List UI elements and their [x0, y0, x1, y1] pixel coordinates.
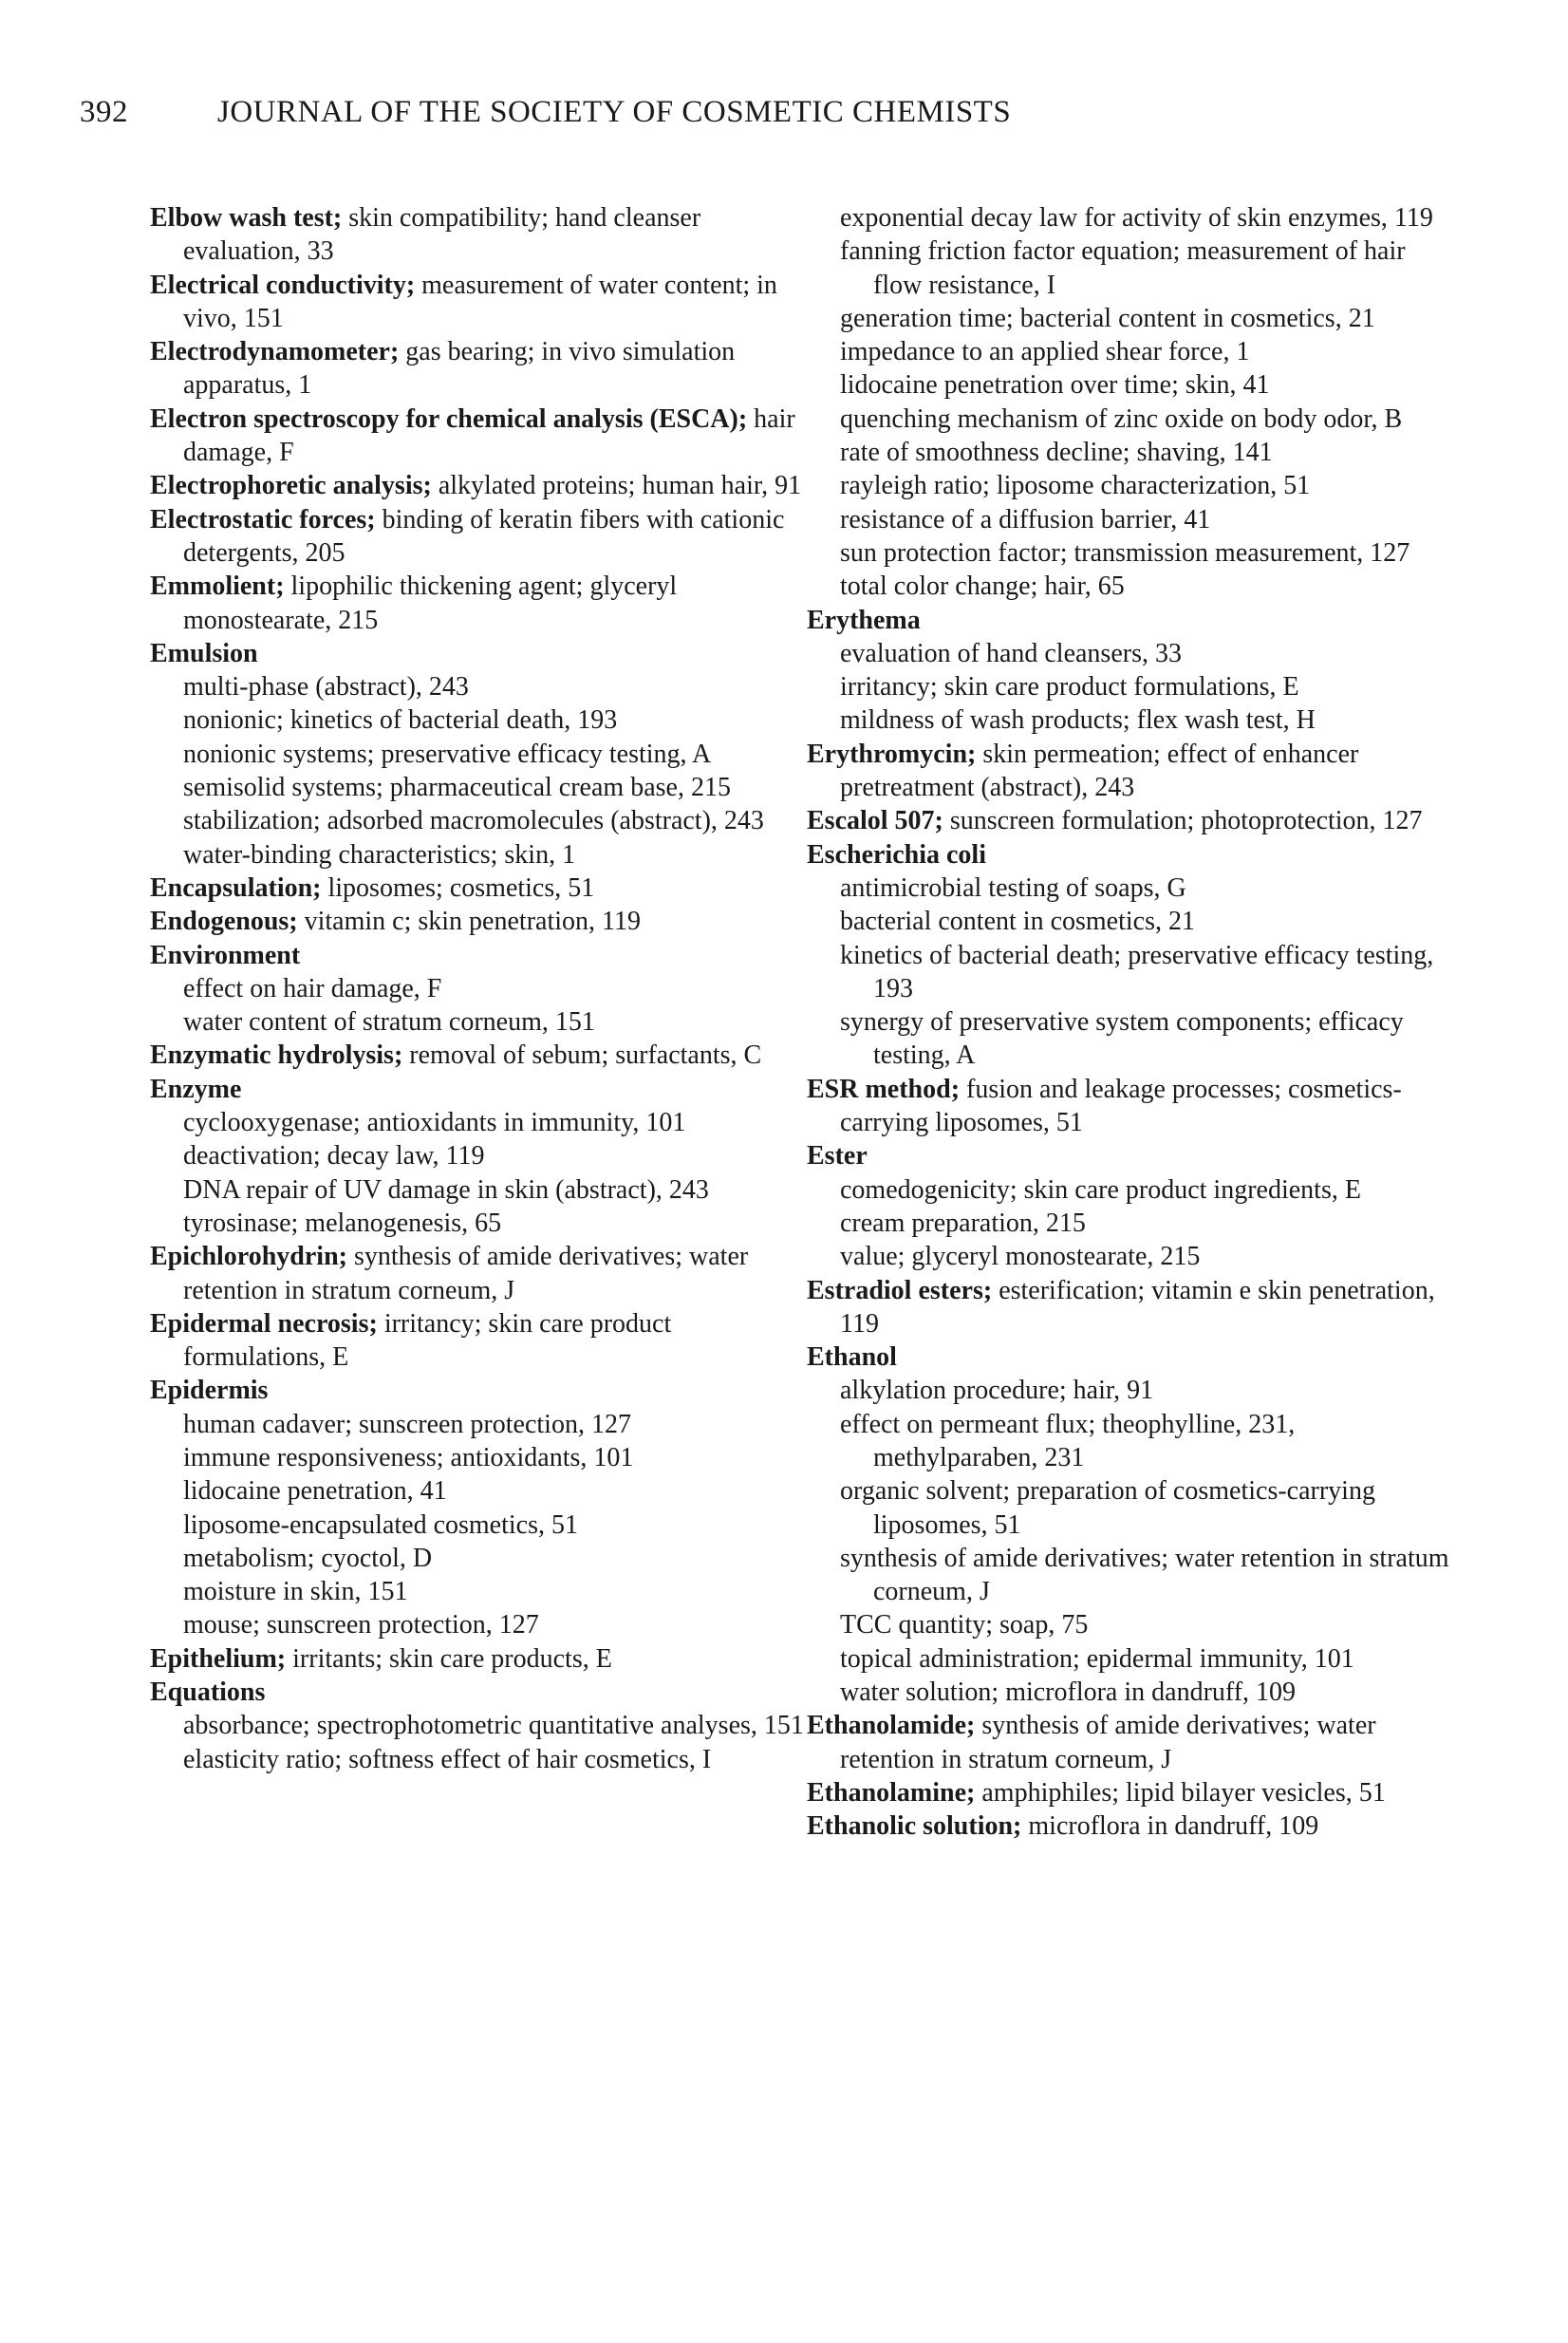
index-text: cream preparation, 215: [840, 1208, 1086, 1238]
index-text: liposome-encapsulated cosmetics, 51: [183, 1509, 578, 1540]
index-subentry: [807, 1005, 1452, 1073]
index-subentry: [807, 335, 1452, 368]
index-heading-entry: [807, 838, 1452, 872]
index-term: Emmolient;: [150, 572, 285, 602]
index-text: skin compatibility; hand cleanser evaluation, 33: [183, 203, 701, 267]
index-subentry: [807, 503, 1452, 536]
index-term: Electrophoretic analysis;: [150, 471, 432, 501]
index-text: immune responsiveness; antioxidants, 101: [183, 1442, 634, 1472]
index-subentry: [807, 403, 1452, 436]
index-term: Electron spectroscopy for chemical analysis (ESCA);: [150, 403, 748, 434]
index-text: nonionic systems; preservative efficacy testing, A: [183, 739, 712, 769]
index-term: Ethanolamide;: [807, 1711, 976, 1741]
index-subentry: [150, 1207, 814, 1240]
index-subentry: [807, 1542, 1452, 1609]
index-text: lidocaine penetration over time; skin, 41: [840, 370, 1270, 401]
index-subentry: [807, 234, 1452, 302]
index-text: vitamin c; skin penetration, 119: [297, 907, 641, 937]
index-heading-entry: [150, 872, 814, 905]
index-text: amphiphiles; lipid bilayer vesicles, 51: [975, 1777, 1386, 1808]
index-term: ESR method;: [807, 1074, 961, 1104]
index-heading-entry: [807, 1274, 1452, 1341]
index-text: esterification; vitamin e skin penetration, 119: [840, 1275, 1435, 1339]
index-text: effect on permeant flux; theophylline, 231, methylparaben, 231: [840, 1409, 1296, 1472]
index-subentry: [150, 1408, 814, 1441]
index-subentry: [150, 738, 814, 771]
page-number: 392: [80, 95, 128, 129]
index-subentry: [807, 1173, 1452, 1207]
index-term: Epithelium;: [150, 1643, 287, 1674]
index-text: rate of smoothness decline; shaving, 141: [840, 438, 1273, 468]
index-term: Equations: [150, 1678, 266, 1708]
index-term: Encapsulation;: [150, 872, 322, 903]
index-term: Enzymatic hydrolysis;: [150, 1040, 403, 1071]
index-term: Electrostatic forces;: [150, 504, 376, 534]
index-term: Epidermal necrosis;: [150, 1308, 378, 1339]
index-text: fanning friction factor equation; measurement of hair flow resistance, I: [840, 236, 1406, 300]
index-subentry: [807, 469, 1452, 502]
index-subentry: [807, 905, 1452, 938]
index-text: quenching mechanism of zinc oxide on body odor, B: [840, 403, 1403, 434]
index-heading-entry: [150, 570, 814, 637]
index-text: sunscreen formulation; photoprotection, 127: [943, 806, 1423, 836]
index-text: generation time; bacterial content in cosmetics, 21: [840, 303, 1375, 333]
index-text: absorbance; spectrophotometric quantitative analyses, 151: [183, 1711, 804, 1741]
index-text: tyrosinase; melanogenesis, 65: [183, 1208, 502, 1238]
index-heading-entry: [807, 1073, 1452, 1140]
index-term: Epichlorohydrin;: [150, 1242, 347, 1272]
index-subentry: [150, 1743, 814, 1776]
index-text: irritancy; skin care product formulations, E: [183, 1308, 672, 1373]
index-text: TCC quantity; soap, 75: [840, 1610, 1089, 1640]
index-subentry: [807, 939, 1452, 1006]
index-heading-entry: [150, 335, 814, 403]
index-term: Endogenous;: [150, 907, 298, 937]
index-text: nonionic; kinetics of bacterial death, 193: [183, 705, 618, 736]
index-subentry: [807, 1240, 1452, 1273]
index-term: Escalol 507;: [807, 806, 943, 836]
index-text: liposomes; cosmetics, 51: [321, 872, 595, 903]
index-heading-entry: [150, 1374, 814, 1407]
index-term: Electrodynamometer;: [150, 337, 400, 367]
index-text: DNA repair of UV damage in skin (abstract), 243: [183, 1174, 709, 1205]
index-heading-entry: [807, 1709, 1452, 1776]
index-text: sun protection factor; transmission measurement, 127: [840, 537, 1410, 568]
index-subentry: [150, 1139, 814, 1172]
index-subentry: [150, 1709, 814, 1742]
index-term: Environment: [150, 940, 301, 970]
index-text: irritants; skin care products, E: [286, 1643, 612, 1674]
index-text: synthesis of amide derivatives; water retention in stratum corneum, J: [183, 1242, 749, 1305]
index-subentry: [150, 771, 814, 804]
index-heading-entry: [150, 1240, 814, 1307]
index-heading-entry: [807, 1340, 1452, 1374]
index-text: semisolid systems; pharmaceutical cream base, 215: [183, 773, 731, 803]
index-subentry: [807, 1207, 1452, 1240]
index-term: Electrical conductivity;: [150, 270, 416, 300]
index-text: stabilization; adsorbed macromolecules (abstract), 243: [183, 806, 764, 836]
index-heading-entry: [150, 1039, 814, 1072]
index-heading-entry: [807, 804, 1452, 837]
running-header: [80, 95, 1011, 130]
index-term: Estradiol esters;: [807, 1275, 993, 1305]
index-heading-entry: [150, 403, 814, 470]
index-heading-entry: [807, 604, 1452, 637]
index-subentry: [150, 1575, 814, 1608]
index-term: Elbow wash test;: [150, 203, 343, 233]
index-text: cyclooxygenase; antioxidants in immunity, 101: [183, 1108, 686, 1138]
index-text: synergy of preservative system components; efficacy testing, A: [840, 1007, 1404, 1071]
index-text: organic solvent; preparation of cosmetics-carrying liposomes, 51: [840, 1476, 1375, 1540]
index-text: metabolism; cyoctol, D: [183, 1543, 433, 1573]
index-text: mouse; sunscreen protection, 127: [183, 1610, 539, 1640]
index-heading-entry: [807, 1139, 1452, 1172]
index-text: measurement of water content; in vivo, 151: [183, 270, 777, 333]
index-text: moisture in skin, 151: [183, 1577, 408, 1607]
index-text: hair damage, F: [183, 403, 795, 468]
index-subentry: [807, 1676, 1452, 1709]
index-text: resistance of a diffusion barrier, 41: [840, 504, 1211, 534]
index-term: Erythema: [807, 605, 921, 635]
index-heading-entry: [150, 939, 814, 972]
index-subentry: [807, 1474, 1452, 1542]
index-text: alkylated proteins; human hair, 91: [431, 471, 802, 501]
index-subentry: [807, 570, 1452, 603]
index-subentry: [150, 804, 814, 837]
index-text: synthesis of amide derivatives; water retention in stratum corneum, J: [840, 1711, 1376, 1774]
index-subentry: [150, 1441, 814, 1474]
index-text: bacterial content in cosmetics, 21: [840, 907, 1195, 937]
index-subentry: [150, 838, 814, 872]
index-heading-entry: [807, 1809, 1452, 1843]
index-text: water-binding characteristics; skin, 1: [183, 839, 576, 870]
index-subentry: [150, 1173, 814, 1207]
index-text: evaluation of hand cleansers, 33: [840, 638, 1182, 668]
index-text: total color change; hair, 65: [840, 572, 1125, 602]
index-subentry: [807, 872, 1452, 905]
index-heading-entry: [150, 269, 814, 336]
index-column-left: [150, 201, 814, 1776]
index-text: human cadaver; sunscreen protection, 127: [183, 1409, 631, 1439]
index-text: synthesis of amide derivatives; water retention in stratum corneum, J: [840, 1543, 1449, 1607]
index-text: impedance to an applied shear force, 1: [840, 337, 1250, 367]
index-subentry: [150, 1542, 814, 1575]
index-subentry: [150, 1005, 814, 1039]
index-subentry: [150, 1474, 814, 1508]
index-text: water content of stratum corneum, 151: [183, 1007, 595, 1038]
index-subentry: [807, 536, 1452, 570]
index-term: Ethanolamine;: [807, 1777, 976, 1808]
index-text: lipophilic thickening agent; glyceryl monostearate, 215: [183, 572, 678, 635]
index-text: lidocaine penetration, 41: [183, 1476, 447, 1507]
index-subentry: [807, 1374, 1452, 1407]
index-subentry: [807, 703, 1452, 737]
index-text: effect on hair damage, F: [183, 973, 442, 1003]
index-text: multi-phase (abstract), 243: [183, 672, 469, 703]
index-text: elasticity ratio; softness effect of hair cosmetics, I: [183, 1744, 712, 1774]
index-heading-entry: [150, 469, 814, 502]
index-text: value; glyceryl monostearate, 215: [840, 1242, 1201, 1272]
index-subentry: [807, 637, 1452, 670]
index-text: rayleigh ratio; liposome characterization, 51: [840, 471, 1311, 501]
index-subentry: [150, 1608, 814, 1641]
index-term: Ester: [807, 1141, 868, 1172]
index-subentry: [807, 436, 1452, 469]
index-term: Emulsion: [150, 638, 258, 668]
index-subentry: [807, 1642, 1452, 1676]
index-heading-entry: [150, 905, 814, 938]
index-text: kinetics of bacterial death; preservative efficacy testing, 193: [840, 940, 1434, 1003]
index-text: microflora in dandruff, 109: [1021, 1811, 1319, 1842]
index-text: exponential decay law for activity of skin enzymes, 119: [840, 203, 1433, 233]
index-subentry: [150, 972, 814, 1005]
index-subentry: [150, 1509, 814, 1542]
index-heading-entry: [150, 503, 814, 571]
index-term: Ethanol: [807, 1342, 897, 1373]
index-heading-entry: [150, 637, 814, 670]
index-text: irritancy; skin care product formulations, E: [840, 672, 1299, 703]
index-text: comedogenicity; skin care product ingredients, E: [840, 1174, 1361, 1205]
index-text: mildness of wash products; flex wash test, H: [840, 705, 1316, 736]
index-subentry: [807, 368, 1452, 402]
index-subentry: [807, 670, 1452, 703]
index-text: skin permeation; effect of enhancer pretreatment (abstract), 243: [840, 739, 1359, 803]
index-text: deactivation; decay law, 119: [183, 1141, 485, 1172]
index-text: gas bearing; in vivo simulation apparatus, 1: [183, 337, 736, 401]
index-subentry: [807, 1408, 1452, 1475]
index-subentry: [150, 703, 814, 737]
index-text: fusion and leakage processes; cosmetics-carrying liposomes, 51: [840, 1074, 1402, 1138]
index-subentry: [150, 1106, 814, 1139]
index-column-right: [807, 201, 1452, 1844]
index-heading-entry: [150, 1642, 814, 1676]
journal-title: JOURNAL OF THE SOCIETY OF COSMETIC CHEMISTS: [217, 95, 1012, 129]
index-heading-entry: [150, 1676, 814, 1709]
index-subentry: [807, 1608, 1452, 1641]
index-subentry: [807, 201, 1452, 234]
index-heading-entry: [150, 201, 814, 269]
index-heading-entry: [807, 1776, 1452, 1809]
index-heading-entry: [150, 1307, 814, 1375]
index-text: removal of sebum; surfactants, C: [402, 1040, 762, 1071]
index-text: water solution; microflora in dandruff, 109: [840, 1678, 1297, 1708]
index-subentry: [150, 670, 814, 703]
index-term: Erythromycin;: [807, 739, 977, 769]
index-term: Ethanolic solution;: [807, 1811, 1022, 1842]
index-heading-entry: [150, 1073, 814, 1106]
index-term: Escherichia coli: [807, 839, 986, 870]
index-text: antimicrobial testing of soaps, G: [840, 872, 1186, 903]
index-term: Epidermis: [150, 1376, 269, 1406]
index-heading-entry: [807, 738, 1452, 805]
index-subentry: [807, 302, 1452, 335]
index-text: topical administration; epidermal immunity, 101: [840, 1643, 1354, 1674]
index-text: binding of keratin fibers with cationic detergents, 205: [183, 504, 785, 568]
index-term: Enzyme: [150, 1074, 242, 1104]
index-text: alkylation procedure; hair, 91: [840, 1376, 1154, 1406]
